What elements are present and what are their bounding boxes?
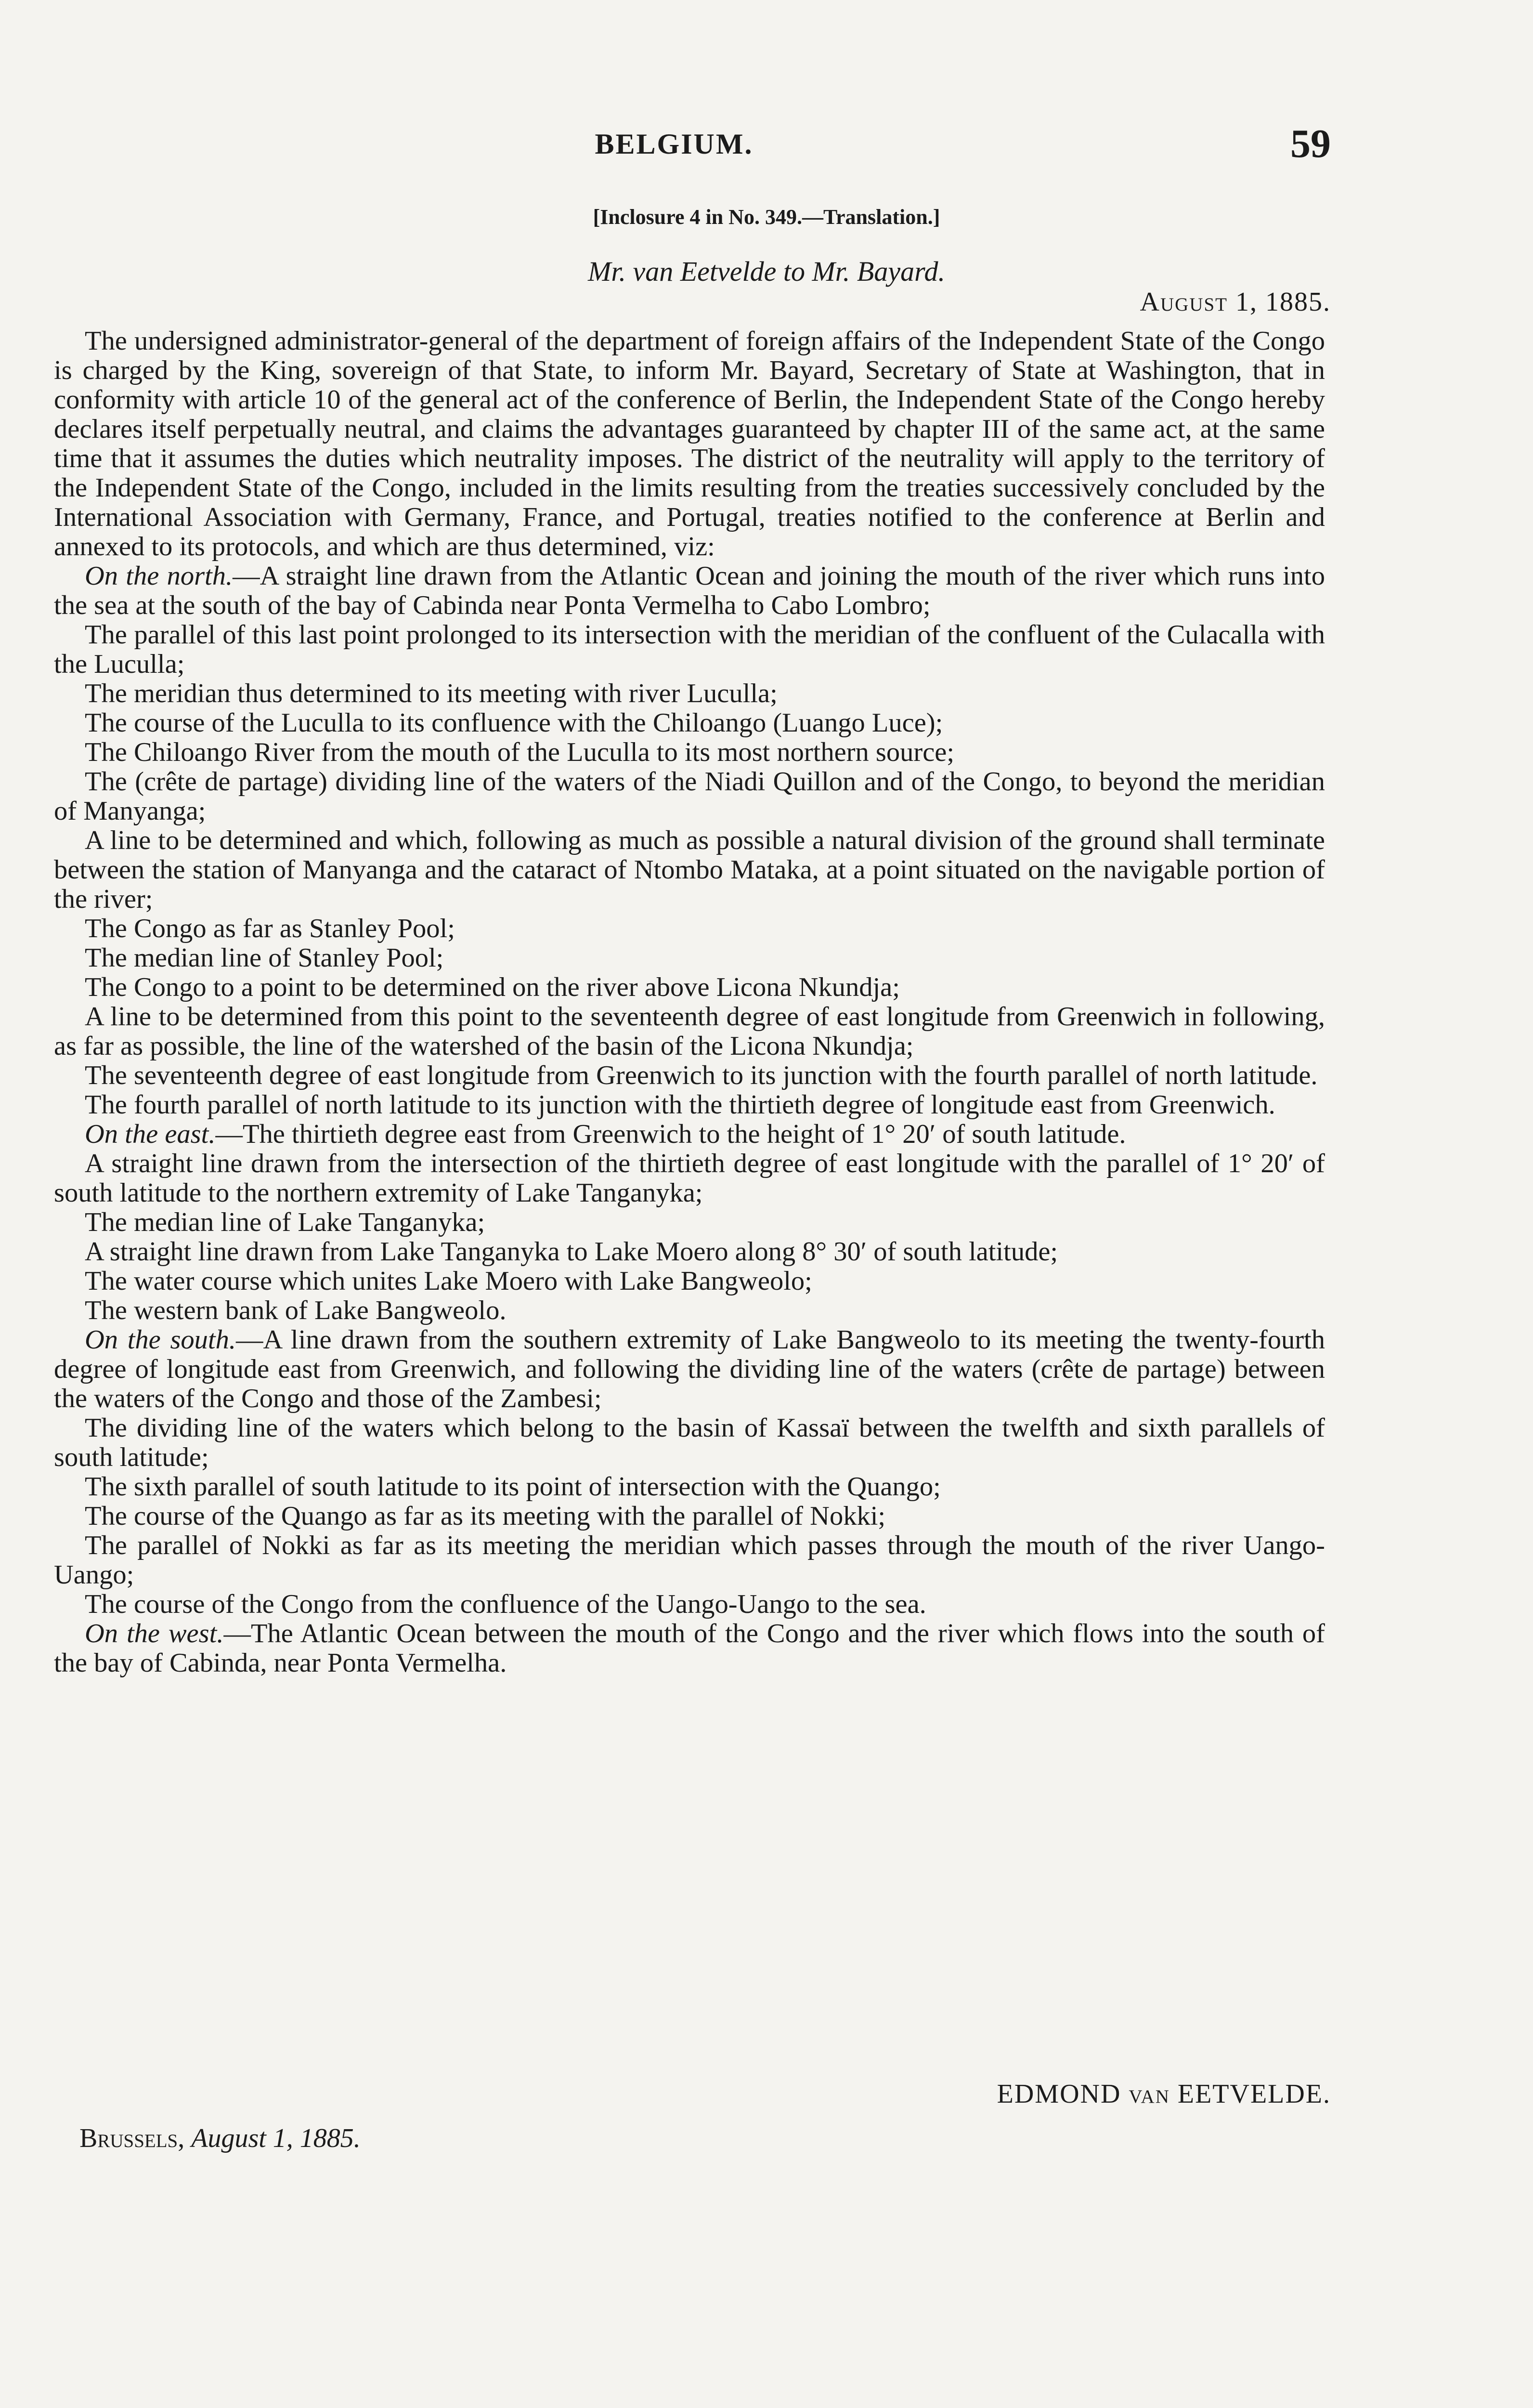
paragraph [54,1325,1325,1413]
paragraph-text: The course of the Congo from the confluence of the Uango-Uango to the sea. [85,1589,926,1619]
closing-date: August 1, 1885. [191,2123,361,2153]
paragraph-text: —A line drawn from the southern extremity of Lake Bangweolo to its meeting the twenty-fourth degree of longitude east from Greenwich, and following the dividing line of the waters (crête de partage) between the waters of the Congo and those of the Zambesi; [54,1325,1325,1413]
section-heading: On the north. [85,561,233,591]
paragraph-text: The seventeenth degree of east longitude from Greenwich to its junction with the fourth parallel of north latitude. [85,1060,1318,1090]
paragraph-text: The parallel of this last point prolonged to its intersection with the meridian of the confluent of the Culacalla with the Luculla; [54,620,1325,679]
paragraph-text: A line to be determined and which, following as much as possible a natural division of the ground shall terminate between the station of Manyanga and the cataract of Ntombo Mataka, at a point situated on the navigable portion of the river; [54,825,1325,914]
paragraph-text: A line to be determined from this point to the seventeenth degree of east longitude from Greenwich in following, as far as possible, the line of the watershed of the basin of the Licona Nkundja; [54,1002,1325,1061]
section-heading: On the west. [85,1619,224,1649]
paragraph [54,1208,1325,1237]
paragraph [54,708,1325,738]
paragraph [54,767,1325,826]
letter-body [54,327,1325,1678]
paragraph [54,1237,1325,1267]
paragraph-text: The meridian thus determined to its meeting with river Luculla; [85,679,778,708]
paragraph-text: The water course which unites Lake Moero with Lake Bangweolo; [85,1266,812,1296]
section-heading: On the south. [85,1325,236,1355]
paragraph-text: The Congo as far as Stanley Pool; [85,914,455,943]
paragraph-text: —A straight line drawn from the Atlantic Ocean and joining the mouth of the river which runs into the sea at the south of the bay of Cabinda near Ponta Vermelha to Cabo Lombro; [54,561,1325,620]
signature-last-name: EETVELDE. [1177,2079,1331,2109]
paragraph [54,1120,1325,1149]
paragraph-text: The dividing line of the waters which belong to the basin of Kassaï between the twelfth and sixth parallels of south latitude; [54,1413,1325,1472]
paragraph-text: The Congo to a point to be determined on the river above Licona Nkundja; [85,972,900,1002]
paragraph [54,327,1325,562]
closing-place: Brussels, [79,2123,185,2153]
paragraph [54,1149,1325,1208]
letter-date: August 1, 1885. [1140,287,1331,317]
paragraph [54,1472,1325,1502]
paragraph [54,1413,1325,1472]
paragraph-text: The parallel of Nokki as far as its meeting the meridian which passes through the mouth of the river Uango-Uango; [54,1531,1325,1590]
paragraph [54,620,1325,679]
paragraph-text: —The thirtieth degree east from Greenwich to the height of 1° 20′ of south latitude. [215,1119,1126,1149]
running-head [0,120,1533,173]
paragraph [54,1267,1325,1296]
paragraph-text: The western bank of Lake Bangweolo. [85,1296,507,1325]
section-heading: On the east. [85,1119,216,1149]
paragraph [54,1061,1325,1090]
paragraph [54,914,1325,943]
paragraph [54,1296,1325,1325]
paragraph [54,1590,1325,1619]
signature-first-name: EDMOND [997,2079,1121,2109]
paragraph [54,1090,1325,1120]
paragraph [54,826,1325,914]
paragraph-text: —The Atlantic Ocean between the mouth of the Congo and the river which flows into the south of the bay of Cabinda, near Ponta Vermelha. [54,1619,1325,1678]
paragraph-text: The median line of Lake Tanganyka; [85,1207,485,1237]
paragraph [54,973,1325,1002]
paragraph-text: The course of the Quango as far as its meeting with the parallel of Nokki; [85,1501,886,1531]
paragraph-text: The median line of Stanley Pool; [85,943,444,973]
paragraph [54,738,1325,767]
paragraph [54,943,1325,973]
paragraph-text: The undersigned administrator-general of the department of foreign affairs of the Independent State of the Congo is charged by the King, sovereign of that State, to inform Mr. Bayard, Secretary of State at Washington, that in conformity with article 10 of the general act of the conference of Berlin, the Independent State of the Congo hereby declares itself perpetually neutral, and claims the advantages guaranteed by chapter III of the same act, at the same time that it assumes the duties which neutrality imposes. The district of the neutrality will apply to the territory of the Independent State of the Congo, included in the limits resulting from the treaties successively concluded by the International Association with Germany, France, and Portugal, treaties notified to the conference at Berlin and annexed to its protocols, and which are thus determined, viz: [54,326,1325,562]
paragraph-text: A straight line drawn from Lake Tanganyka to Lake Moero along 8° 30′ of south latitude; [85,1237,1058,1267]
paragraph-text: The fourth parallel of north latitude to its junction with the thirtieth degree of longitude east from Greenwich. [85,1090,1275,1120]
signature-particle: van [1129,2079,1170,2109]
paragraph-text: The sixth parallel of south latitude to its point of intersection with the Quango; [85,1472,941,1502]
page-title: BELGIUM. [595,128,754,160]
signature [997,2079,1331,2109]
paragraph-text: The Chiloango River from the mouth of the Luculla to its most northern source; [85,737,955,767]
paragraph-text: The course of the Luculla to its confluence with the Chiloango (Luango Luce); [85,708,943,738]
paragraph [54,1002,1325,1061]
paragraph-text: The (crête de partage) dividing line of the waters of the Niadi Quillon and of the Congo, to beyond the meridian of Manyanga; [54,767,1325,826]
paragraph [54,1619,1325,1678]
closing-line [79,2123,361,2154]
paragraph-text: A straight line drawn from the intersection of the thirtieth degree of east longitude with the parallel of 1° 20′ of south latitude to the northern extremity of Lake Tanganyka; [54,1149,1325,1208]
paragraph [54,1502,1325,1531]
paragraph [54,679,1325,708]
paragraph [54,562,1325,620]
paragraph [54,1531,1325,1590]
page-number: 59 [1290,121,1331,166]
enclosure-note: [Inclosure 4 in No. 349.—Translation.] [593,205,940,229]
correspondence-heading: Mr. van Eetvelde to Mr. Bayard. [588,256,945,287]
